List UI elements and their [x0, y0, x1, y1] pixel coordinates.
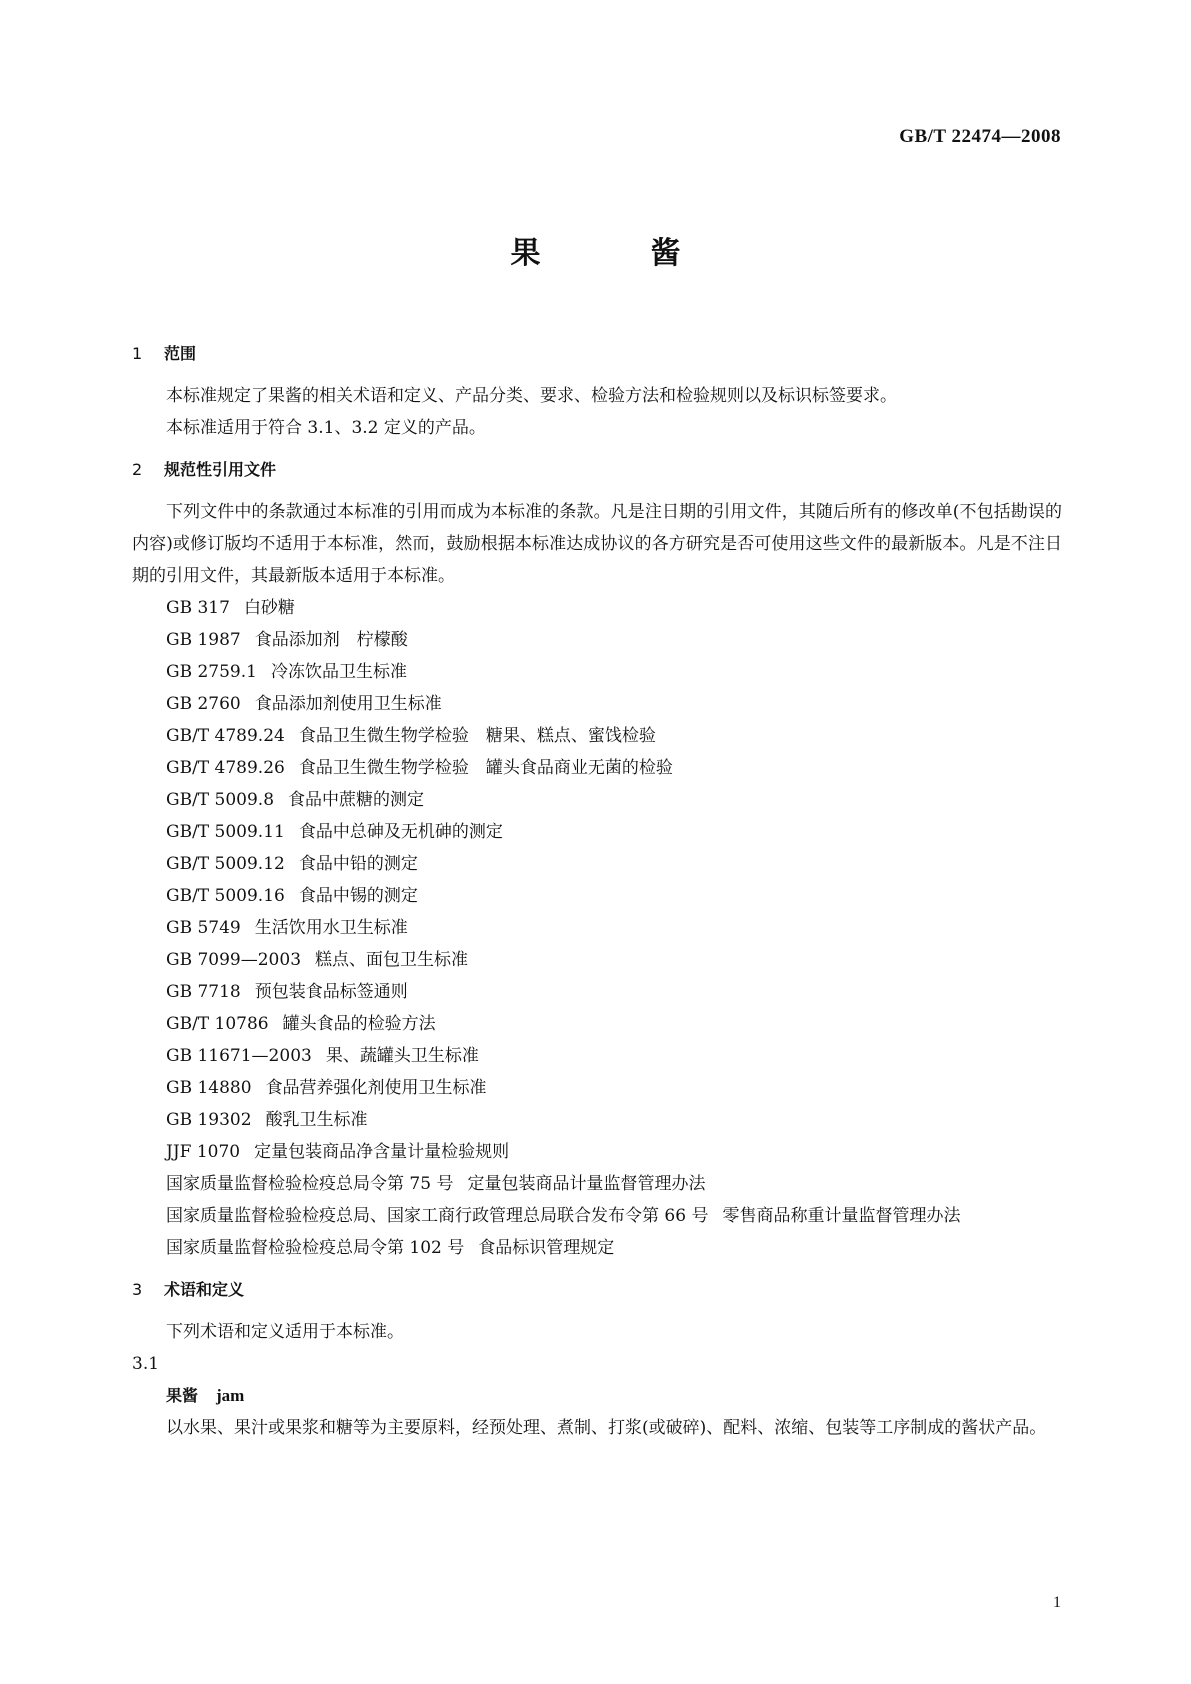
- term-name-cn: 果酱: [166, 1386, 199, 1405]
- term-name: [132, 1380, 1062, 1412]
- reference-code: 国家质量监督检验检疫总局令第 102 号: [166, 1238, 465, 1258]
- reference-code: GB/T 5009.16: [166, 886, 285, 906]
- section-title: 规范性引用文件: [164, 460, 277, 479]
- reference-code: GB 19302: [166, 1110, 252, 1130]
- reference-item: [132, 1040, 1062, 1072]
- reference-item: [132, 1168, 1062, 1200]
- reference-name: 预包装食品标签通则: [254, 982, 408, 1002]
- section-title: 范围: [164, 344, 197, 363]
- reference-list: [132, 592, 1062, 1264]
- reference-name: 冷冻饮品卫生标准: [270, 662, 407, 682]
- reference-name: 食品卫生微生物学检验 糖果、糕点、蜜饯检验: [298, 726, 656, 746]
- reference-code: GB/T 5009.11: [166, 822, 285, 842]
- reference-item: [132, 976, 1062, 1008]
- reference-item: [132, 752, 1062, 784]
- reference-item: [132, 624, 1062, 656]
- reference-name: 食品卫生微生物学检验 罐头食品商业无菌的检验: [298, 758, 673, 778]
- reference-item: [132, 1232, 1062, 1264]
- reference-name: 食品标识管理规定: [478, 1238, 615, 1258]
- reference-code: GB/T 5009.8: [166, 790, 275, 810]
- reference-name: 白砂糖: [243, 598, 295, 618]
- term-name-en: jam: [216, 1386, 245, 1405]
- reference-item: [132, 880, 1062, 912]
- term-definition: 以水果、果汁或果浆和糖等为主要原料，经预处理、煮制、打浆(或破碎)、配料、浓缩、包装等工序制成的酱状产品。: [166, 1418, 1047, 1438]
- reference-name: 食品中蔗糖的测定: [288, 790, 425, 810]
- reference-item: [132, 656, 1062, 688]
- reference-item: [132, 1136, 1062, 1168]
- reference-code: GB 7718: [166, 982, 241, 1002]
- section-3-heading: [132, 1274, 1062, 1306]
- reference-name: 食品中铅的测定: [298, 854, 418, 874]
- scope-paragraph: 本标准适用于符合 3.1、3.2 定义的产品。: [166, 418, 486, 438]
- section-number: 2: [132, 460, 143, 479]
- reference-item: [132, 848, 1062, 880]
- reference-code: GB 11671—2003: [166, 1046, 312, 1066]
- reference-item: [132, 1008, 1062, 1040]
- reference-code: GB/T 4789.26: [166, 758, 285, 778]
- reference-item: [132, 720, 1062, 752]
- reference-name: 食品添加剂使用卫生标准: [254, 694, 442, 714]
- reference-name: 食品营养强化剂使用卫生标准: [265, 1078, 487, 1098]
- standard-code: GB/T 22474—2008: [899, 126, 1061, 147]
- document-body: [132, 338, 1062, 1444]
- reference-name: 食品中总砷及无机砷的测定: [298, 822, 503, 842]
- reference-item: [132, 688, 1062, 720]
- reference-code: GB 1987: [166, 630, 241, 650]
- reference-item: [132, 912, 1062, 944]
- reference-code: GB/T 5009.12: [166, 854, 285, 874]
- reference-item: [132, 944, 1062, 976]
- section-1-heading: [132, 338, 1062, 370]
- reference-name: 生活饮用水卫生标准: [254, 918, 408, 938]
- reference-name: 零售商品称重计量监督管理办法: [722, 1206, 961, 1226]
- section-2-heading: [132, 454, 1062, 486]
- section-number: 1: [132, 344, 143, 363]
- scope-paragraph: 本标准规定了果酱的相关术语和定义、产品分类、要求、检验方法和检验规则以及标识标签要求。: [166, 386, 897, 406]
- reference-name: 罐头食品的检验方法: [282, 1014, 436, 1034]
- reference-code: 国家质量监督检验检疫总局、国家工商行政管理总局联合发布令第 66 号: [166, 1206, 709, 1226]
- reference-name: 定量包装商品计量监督管理办法: [467, 1174, 706, 1194]
- reference-code: 国家质量监督检验检疫总局令第 75 号: [166, 1174, 454, 1194]
- reference-item: [132, 1200, 1062, 1232]
- document-title: 果酱: [510, 236, 791, 271]
- reference-code: GB 317: [166, 598, 230, 618]
- reference-code: GB 5749: [166, 918, 241, 938]
- reference-code: GB/T 4789.24: [166, 726, 285, 746]
- references-intro: 下列文件中的条款通过本标准的引用而成为本标准的条款。凡是注日期的引用文件，其随后所有的修改单(不包括勘误的内容)或修订版均不适用于本标准，然而，鼓励根据本标准达成协议的各方研究是否可使用这些文件的最新版本。凡是不注日期的引用文件，其最新版本适用于本标准。: [132, 502, 1062, 586]
- reference-name: 果、蔬罐头卫生标准: [325, 1046, 479, 1066]
- terms-intro: 下列术语和定义适用于本标准。: [166, 1322, 404, 1342]
- section-number: 3: [132, 1280, 143, 1299]
- reference-code: GB/T 10786: [166, 1014, 269, 1034]
- reference-name: 糕点、面包卫生标准: [315, 950, 469, 970]
- reference-code: GB 2759.1: [166, 662, 257, 682]
- page-number: 1: [1053, 1594, 1061, 1611]
- reference-code: JJF 1070: [166, 1142, 241, 1162]
- reference-item: [132, 1072, 1062, 1104]
- reference-code: GB 14880: [166, 1078, 252, 1098]
- reference-item: [132, 784, 1062, 816]
- reference-name: 食品添加剂 柠檬酸: [254, 630, 408, 650]
- reference-code: GB 2760: [166, 694, 241, 714]
- reference-item: [132, 592, 1062, 624]
- reference-name: 食品中锡的测定: [298, 886, 418, 906]
- term-number: 3.1: [132, 1354, 160, 1374]
- reference-name: 酸乳卫生标准: [265, 1110, 368, 1130]
- reference-item: [132, 816, 1062, 848]
- reference-code: GB 7099—2003: [166, 950, 302, 970]
- reference-item: [132, 1104, 1062, 1136]
- section-title: 术语和定义: [164, 1280, 245, 1299]
- reference-name: 定量包装商品净含量计量检验规则: [254, 1142, 510, 1162]
